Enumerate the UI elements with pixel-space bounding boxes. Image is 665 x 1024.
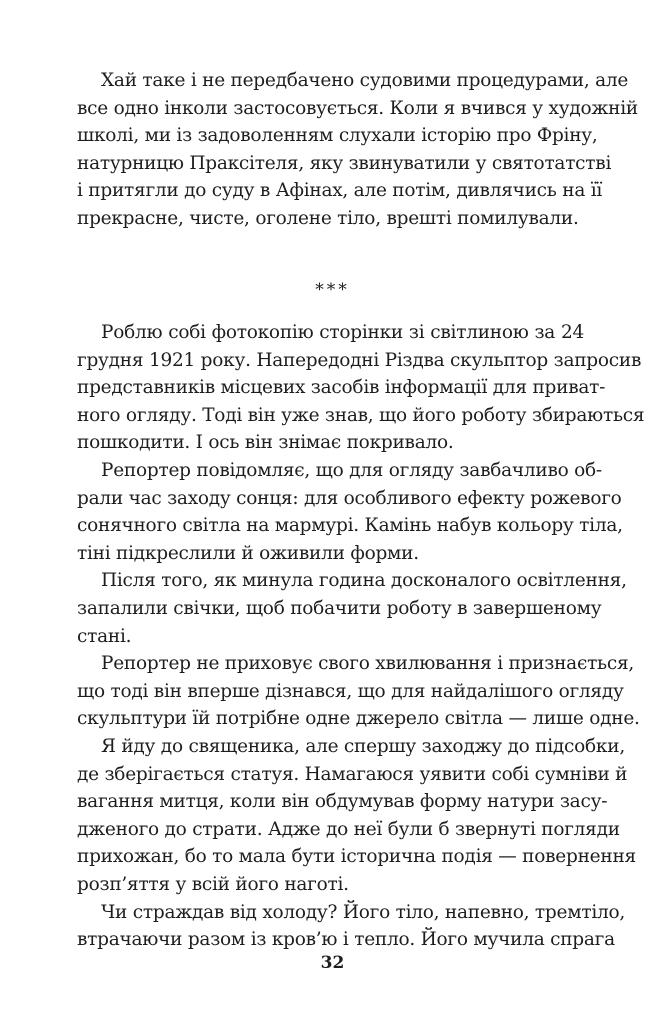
text-line: пошкодити. І ось він знімає покривало. [77,432,454,453]
text-line: що тоді він вперше дізнався, що для найдалішого огляду [77,681,624,702]
text-line: все одно інколи застосовується. Коли я вчився у художній [77,98,638,119]
text-line: Чи страждав від холоду? Його тіло, напевно, тремтіло, [101,902,626,923]
page-number: 32 [320,953,345,973]
text-line: рали час заходу сонця: для особливого ефекту рожевого [77,488,622,509]
text-line: стані. [77,626,132,647]
text-line: і притягли до суду в Афінах, але потім, дивлячись на її [77,180,603,201]
text-line: ного огляду. Тоді він уже знав, що його роботу збираються [77,405,645,426]
text-line: представників місцевих засобів інформації для приват- [77,377,606,398]
text-line: Після того, як минула година досконалого освітлення, [101,570,627,591]
text-line: Хай таке і не передбачено судовими процедурами, але [101,70,629,91]
text-line: тіні підкреслили й оживили форми. [77,543,419,564]
text-line: вагання митця, коли він обдумував форму натури засу- [77,791,608,812]
text-line: де зберігається статуя. Намагаюся уявити собі сумніви й [77,764,628,785]
section-separator: *** [315,280,350,300]
text-line: Роблю собі фотокопію сторінки зі світлиною за 24 [101,322,584,343]
text-line: прихожан, бо то мала бути історична подія — повернення [77,846,636,867]
text-line: школі, ми із задоволенням слухали історію про Фріну, [77,125,598,146]
text-line: Репортер не приховує свого хвилювання і признається, [101,653,635,674]
text-line: розп’яття у всій його наготі. [77,874,349,895]
text-line: сонячного світла на мармурі. Камінь набув кольору тіла, [77,515,623,536]
text-line: скульптури їй потрібне одне джерело світла — лише одне. [77,708,640,729]
text-line: втрачаючи разом із кров’ю і тепло. Його мучила спрага [77,929,615,950]
text-line: дженого до страти. Адже до неї були б звернуті погляди [77,819,620,840]
text-line: грудня 1921 року. Напередодні Різдва скульптор запросив [77,350,642,371]
text-line: Я йду до священика, але спершу заходжу до підсобки, [101,736,625,757]
text-line: натурницю Праксітеля, яку звинуватили у святотатстві [77,153,612,174]
text-line: запалили свічки, щоб побачити роботу в завершеному [77,598,602,619]
text-line: Репортер повідомляє, що для огляду завбачливо об- [101,460,602,481]
text-line: прекрасне, чисте, оголене тіло, врешті помилували. [77,208,579,229]
